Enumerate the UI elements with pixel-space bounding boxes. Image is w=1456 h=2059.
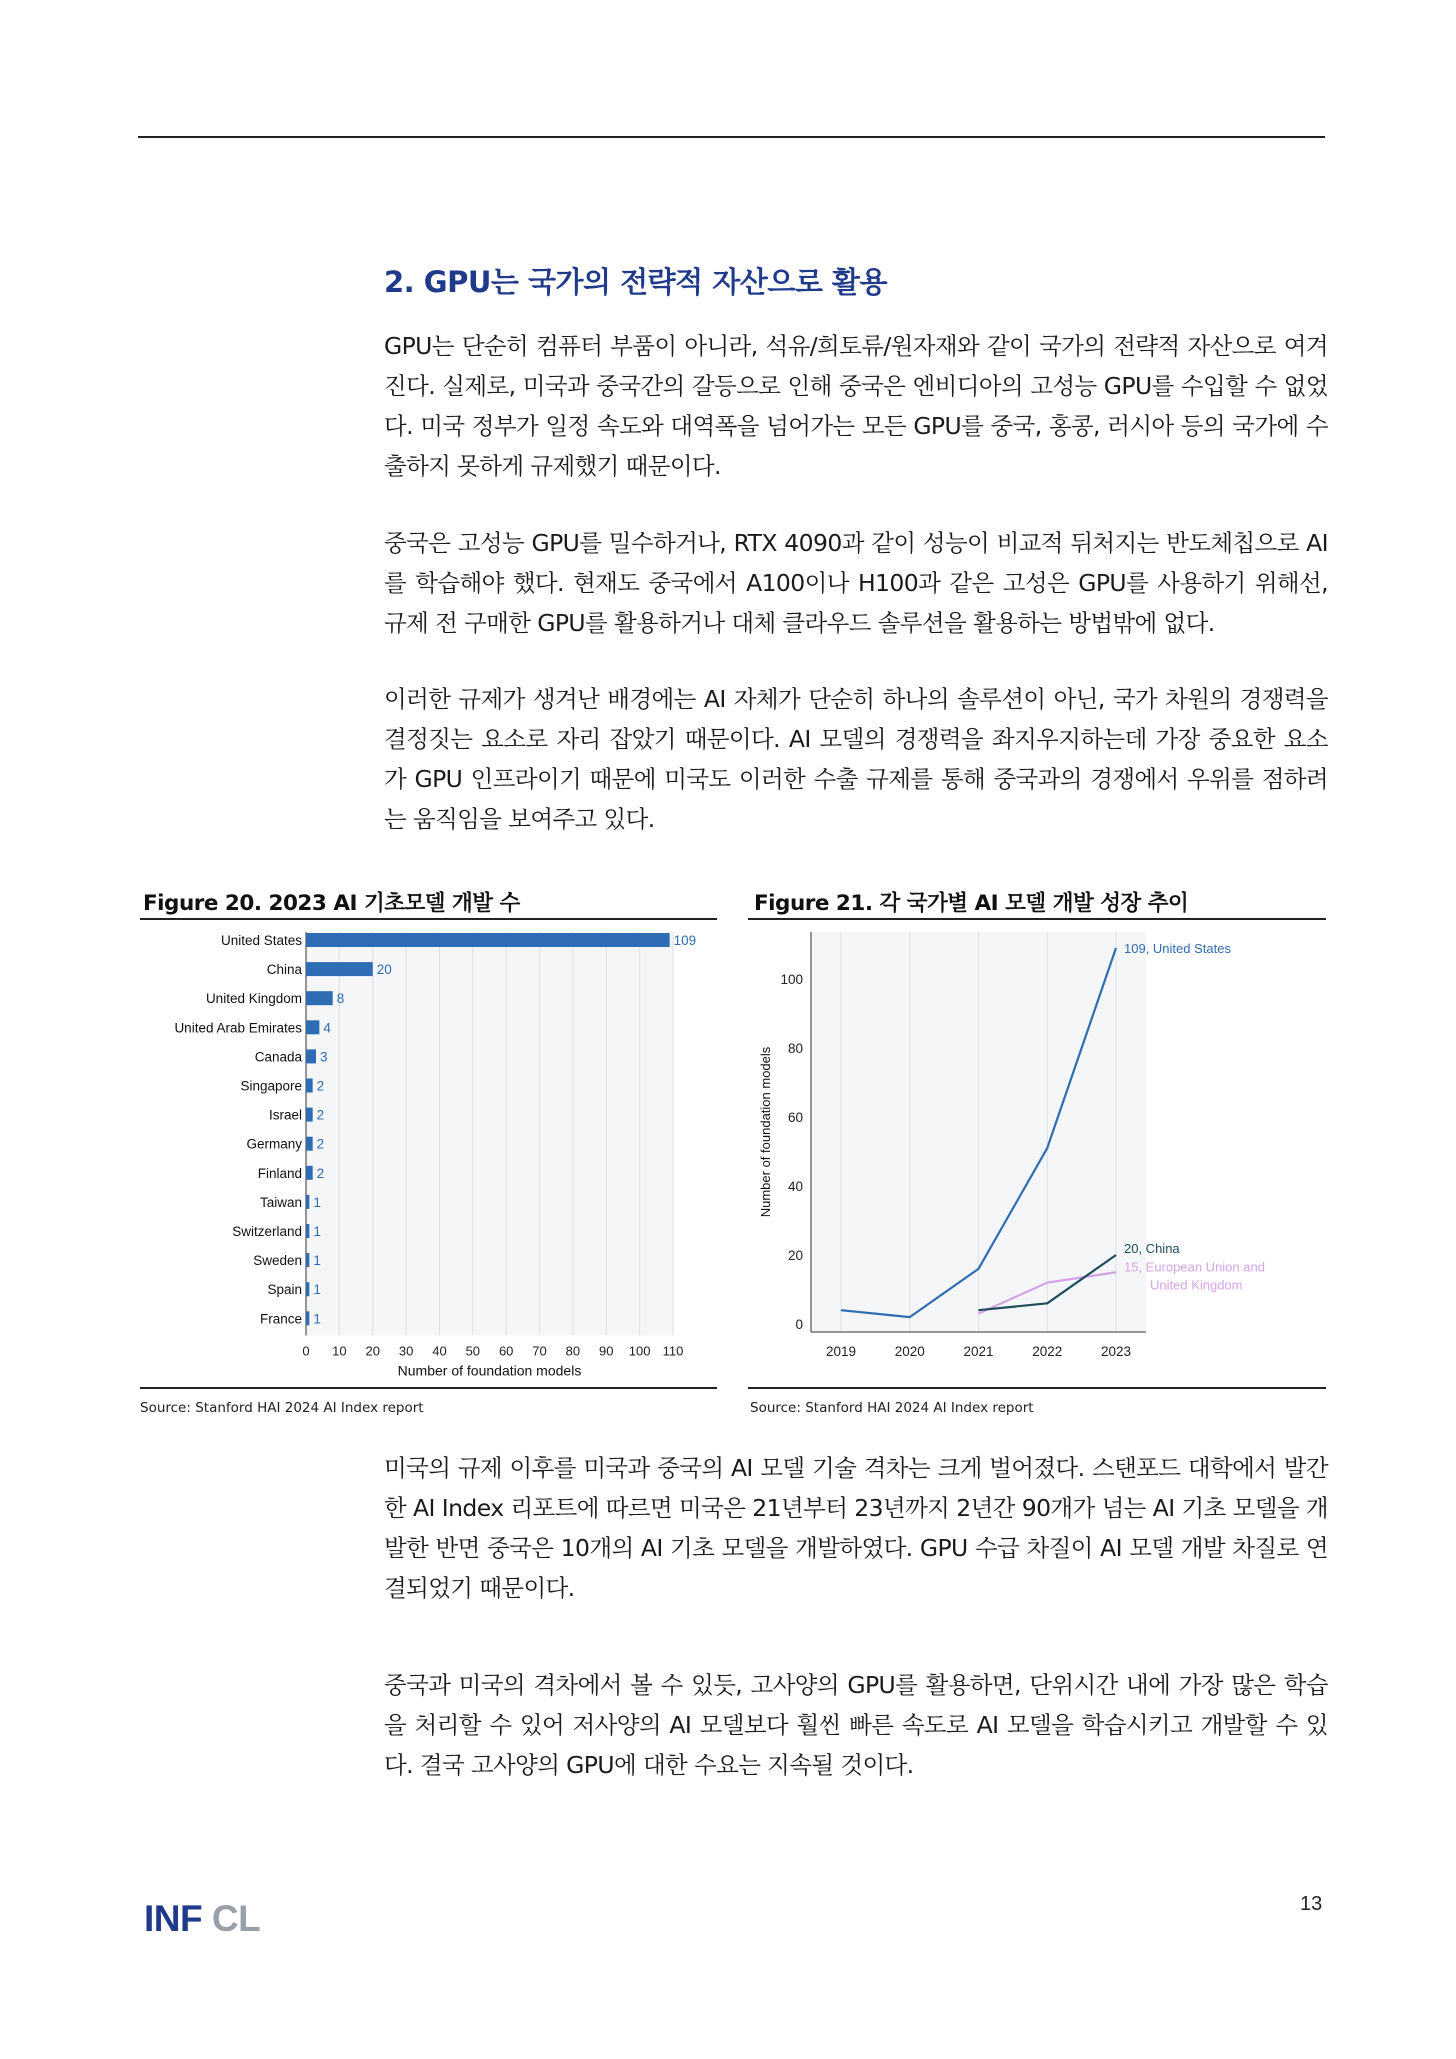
bar [306, 1224, 309, 1238]
bar-value-label: 1 [313, 1282, 321, 1298]
category-label: Finland [257, 1165, 302, 1181]
company-logo [144, 1898, 260, 1940]
paragraph-4: 미국의 규제 이후를 미국과 중국의 AI 모델 기술 격차는 크게 벌어졌다. 스탠포드 대학에서 발간한 AI Index 리포트에 따르면 미국은 21년부터 23년까지 2년간 90개가 넘는 AI 기초 모델을 개발한 반면 중국은 10개의 AI 기초 모델을 개발하였다. GPU 수급 차질이 AI 모델 개발 차질로 연결되었기 때문이다. [384, 1454, 1328, 1602]
bar-value-label: 1 [313, 1253, 321, 1269]
category-label: France [259, 1311, 302, 1327]
figure-20-bar-chart [140, 922, 717, 1384]
bar-value-label: 2 [316, 1078, 325, 1094]
y-tick-label: 40 [787, 1179, 803, 1194]
figure-21-top-rule [748, 918, 1326, 920]
category-label: Canada [254, 1049, 302, 1065]
x-tick-label: 2022 [1032, 1344, 1063, 1359]
x-tick-label: 30 [398, 1343, 414, 1359]
x-tick-label: 2019 [825, 1344, 857, 1359]
bar [306, 1195, 309, 1209]
series-label-eu-line-2: United Kingdom [1150, 1277, 1243, 1293]
bar [306, 991, 333, 1005]
series-label-china: 20, China [1124, 1241, 1180, 1256]
y-tick-label: 60 [787, 1110, 803, 1125]
bar [306, 1253, 309, 1267]
x-tick-label: 2021 [963, 1344, 994, 1359]
paragraph-2: 중국은 고성능 GPU를 밀수하거나, RTX 4090과 같이 성능이 비교적 뒤처지는 반도체칩으로 AI를 학습해야 했다. 현재도 중국에서 A100이나 H100과 같은 고성은 GPU를 사용하기 위해선, 규제 전 구매한 GPU를 활용하거나 대체 클라우드 솔루션을 활용하는 방법밖에 없다. [384, 529, 1328, 637]
series-label-eu-line-1: 15, European Union and [1124, 1259, 1265, 1275]
bar-value-label: 2 [316, 1165, 325, 1181]
figure-21-title: Figure 21. 각 국가별 AI 모델 개발 성장 추이 [754, 891, 1189, 916]
bar [306, 1311, 309, 1325]
x-tick-label: 100 [628, 1343, 651, 1359]
x-tick-label: 80 [565, 1343, 581, 1359]
paragraph-1: GPU는 단순히 컴퓨터 부품이 아니라, 석유/희토류/원자재와 같이 국가의 전략적 자산으로 여겨진다. 실제로, 미국과 중국간의 갈등으로 인해 중국은 엔비디아의 고성능 GPU를 수입할 수 없었다. 미국 정부가 일정 속도와 대역폭을 넘어가는 모든 GPU를 중국, 홍콩, 러시아 등의 국가에 수출하지 못하게 규제했기 때문이다. [384, 332, 1328, 480]
bar [306, 1137, 313, 1151]
figure-20-source: Source: Stanford HAI 2024 AI Index report [140, 1400, 424, 1416]
x-tick-label: 2020 [894, 1344, 925, 1359]
bar [306, 962, 373, 976]
figure-20-title: Figure 20. 2023 AI 기초모델 개발 수 [143, 891, 520, 916]
category-label: United Arab Emirates [174, 1020, 302, 1036]
plot-background [306, 932, 673, 1335]
x-tick-label: 2023 [1100, 1344, 1132, 1359]
bar-value-label: 2 [316, 1107, 325, 1123]
figure-21-source: Source: Stanford HAI 2024 AI Index report [750, 1400, 1034, 1416]
x-tick-label: 10 [332, 1343, 347, 1359]
page-number: 13 [1300, 1893, 1323, 1915]
x-tick-label: 40 [432, 1343, 447, 1359]
x-tick-label: 20 [365, 1343, 380, 1359]
y-tick-label: 0 [795, 1317, 803, 1332]
bar-value-label: 2 [316, 1136, 325, 1152]
figure-20-top-rule [140, 918, 717, 920]
y-tick-label: 80 [787, 1041, 803, 1056]
figure-20-bottom-rule [140, 1387, 717, 1389]
category-label: Singapore [240, 1078, 302, 1094]
y-tick-label: 20 [787, 1248, 803, 1263]
category-label: China [266, 962, 302, 978]
bar [306, 1079, 313, 1093]
x-tick-label: 60 [498, 1343, 514, 1359]
category-label: Switzerland [232, 1224, 302, 1239]
figure-21-bottom-rule [748, 1387, 1326, 1389]
x-tick-label: 50 [465, 1343, 481, 1359]
paragraph-3: 이러한 규제가 생겨난 배경에는 AI 자체가 단순히 하나의 솔루션이 아닌, 국가 차원의 경쟁력을 결정짓는 요소로 자리 잡았기 때문이다. AI 모델의 경쟁력을 좌지우지하는데 가장 중요한 요소가 GPU 인프라이기 때문에 미국도 이러한 수출 규제를 통해 중국과의 경쟁에서 우위를 점하려는 움직임을 보여주고 있다. [384, 685, 1328, 833]
category-label: Germany [246, 1136, 302, 1152]
category-label: United States [220, 933, 302, 948]
x-tick-label: 110 [662, 1343, 684, 1359]
category-label: Sweden [253, 1253, 302, 1269]
bar [306, 1282, 309, 1296]
x-tick-label: 90 [599, 1343, 614, 1359]
bar [306, 1020, 319, 1034]
bar [306, 1108, 313, 1122]
paragraph-5: 중국과 미국의 격차에서 볼 수 있듯, 고사양의 GPU를 활용하면, 단위시간 내에 가장 많은 학습을 처리할 수 있어 저사양의 AI 모델보다 훨씬 빠른 속도로 AI 모델을 학습시키고 개발할 수 있다. 결국 고사양의 GPU에 대한 수요는 지속될 것이다. [384, 1671, 1328, 1779]
bar-value-label: 3 [320, 1049, 328, 1065]
logo-inf: INF [144, 1898, 203, 1939]
bar-value-label: 1 [313, 1224, 321, 1239]
x-tick-label: 0 [302, 1343, 310, 1359]
bar [306, 933, 670, 947]
category-label: Spain [267, 1282, 302, 1298]
bar-value-label: 20 [376, 962, 392, 978]
category-label: United Kingdom [205, 991, 302, 1007]
x-tick-label: 70 [532, 1343, 547, 1359]
bar-value-label: 1 [313, 1311, 321, 1327]
bar-value-label: 8 [336, 991, 345, 1007]
bar-value-label: 109 [673, 933, 697, 948]
bar [306, 1049, 316, 1063]
header-rule [138, 136, 1325, 138]
figure-21-line-chart [748, 922, 1326, 1384]
x-axis-title: Number of foundation models [397, 1362, 582, 1379]
logo-cl: CL [211, 1898, 261, 1939]
section-title: 2. GPU는 국가의 전략적 자산으로 활용 [384, 265, 887, 299]
bar-value-label: 4 [323, 1020, 331, 1036]
bar [306, 1166, 313, 1180]
series-label-united-states: 109, United States [1124, 940, 1231, 956]
category-label: Taiwan [259, 1194, 302, 1210]
y-axis-title: Number of foundation models [758, 1046, 773, 1218]
y-tick-label: 100 [780, 972, 803, 987]
bar-value-label: 1 [313, 1194, 321, 1210]
category-label: Israel [268, 1107, 302, 1123]
